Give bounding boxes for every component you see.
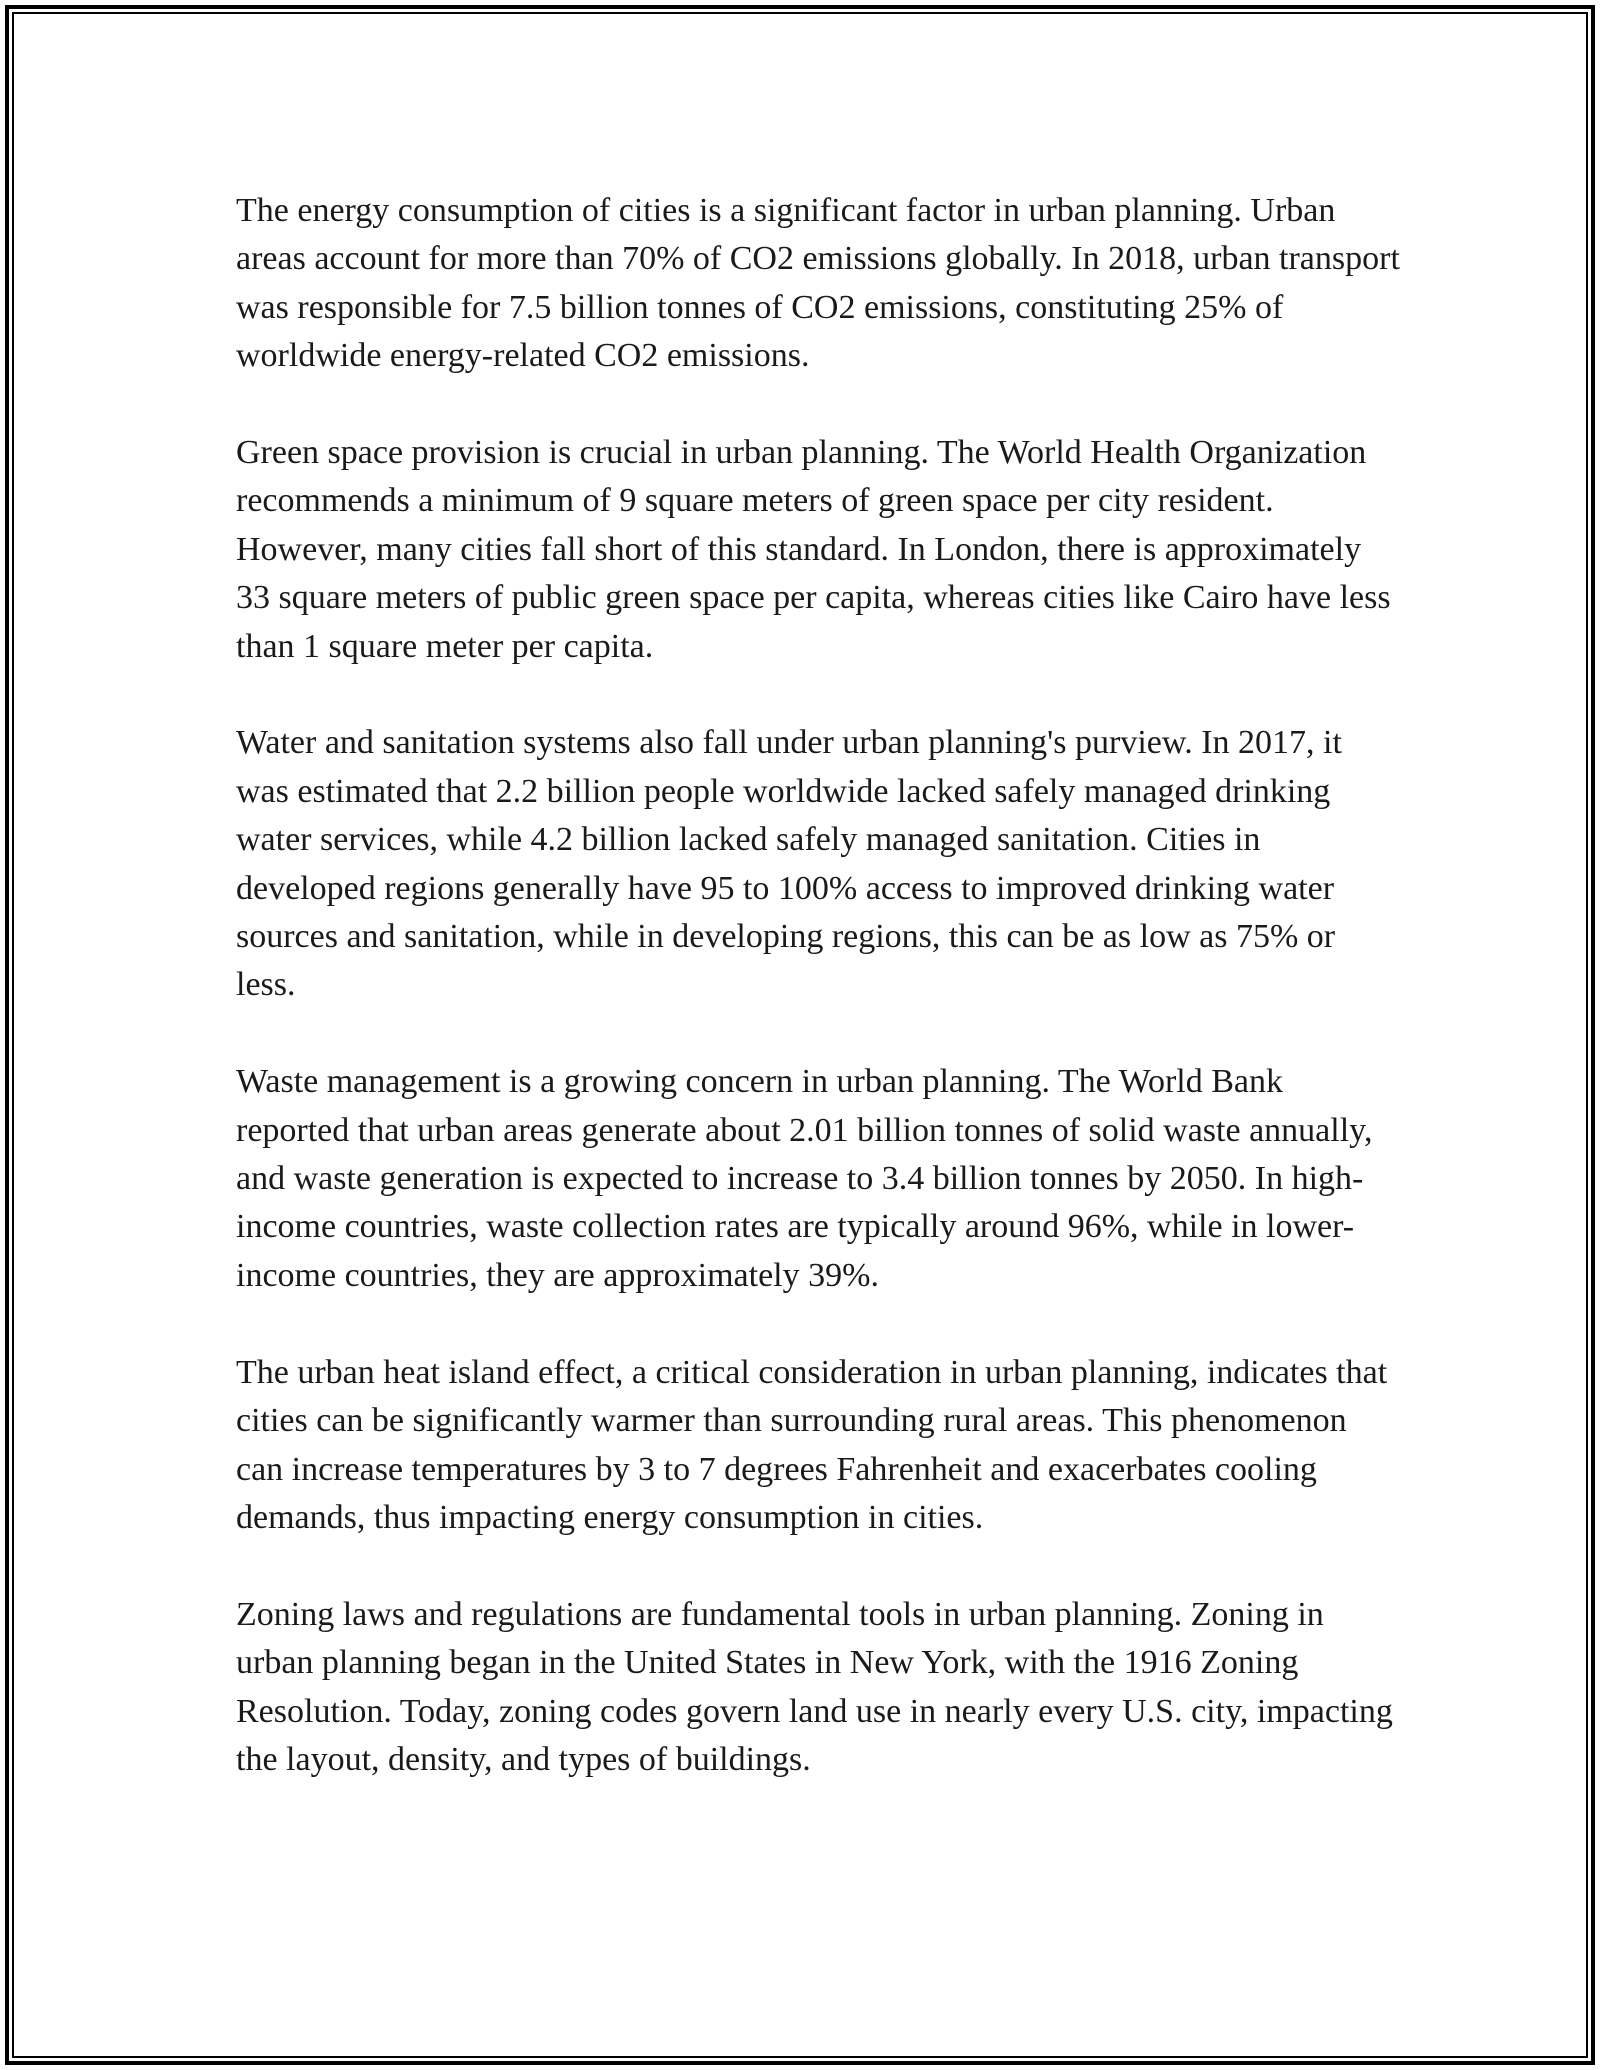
- paragraph-zoning-laws: Zoning laws and regulations are fundamental tools in urban planning. Zoning in urban planning began in the United States in New York, with the 1916 Zoning Resolution. Today, zoning codes govern land use in nearly every U.S. city, impacting the layout, density, and types of buildings.: [236, 1595, 1393, 1778]
- paragraph-green-space: Green space provision is crucial in urban planning. The World Health Organization recommends a minimum of 9 square meters of green space per city resident. However, many cities fall short of this standard. In London, there is approximately 33 square meters of public green space per capita, whereas cities like Cairo have less than 1 square meter per capita.: [236, 434, 1391, 665]
- paragraph-energy-consumption: The energy consumption of cities is a significant factor in urban planning. Urban areas account for more than 70% of CO2 emissions globally. In 2018, urban transport was responsible for 7.5 billion tonnes of CO2 emissions, constituting 25% of worldwide energy-related CO2 emissions.: [236, 192, 1400, 375]
- paragraph-waste-management: Waste management is a growing concern in urban planning. The World Bank reported that urban areas generate about 2.01 billion tonnes of solid waste annually, and waste generation is expected to increase to 3.4 billion tonnes by 2050. In high-income countries, waste collection rates are typically around 96%, while in lower-income countries, they are approximately 39%.: [236, 1063, 1373, 1294]
- document-body: [236, 187, 1401, 1833]
- paragraph-water-sanitation: Water and sanitation systems also fall under urban planning's purview. In 2017, it was estimated that 2.2 billion people worldwide lacked safely managed drinking water services, while 4.2 billion lacked safely managed sanitation. Cities in developed regions generally have 95 to 100% access to improved drinking water sources and sanitation, while in developing regions, this can be as low as 75% or less.: [236, 724, 1342, 1004]
- paragraph-heat-island: The urban heat island effect, a critical consideration in urban planning, indicates that cities can be significantly warmer than surrounding rural areas. This phenomenon can increase temperatures by 3 to 7 degrees Fahrenheit and exacerbates cooling demands, thus impacting energy consumption in cities.: [236, 1353, 1388, 1536]
